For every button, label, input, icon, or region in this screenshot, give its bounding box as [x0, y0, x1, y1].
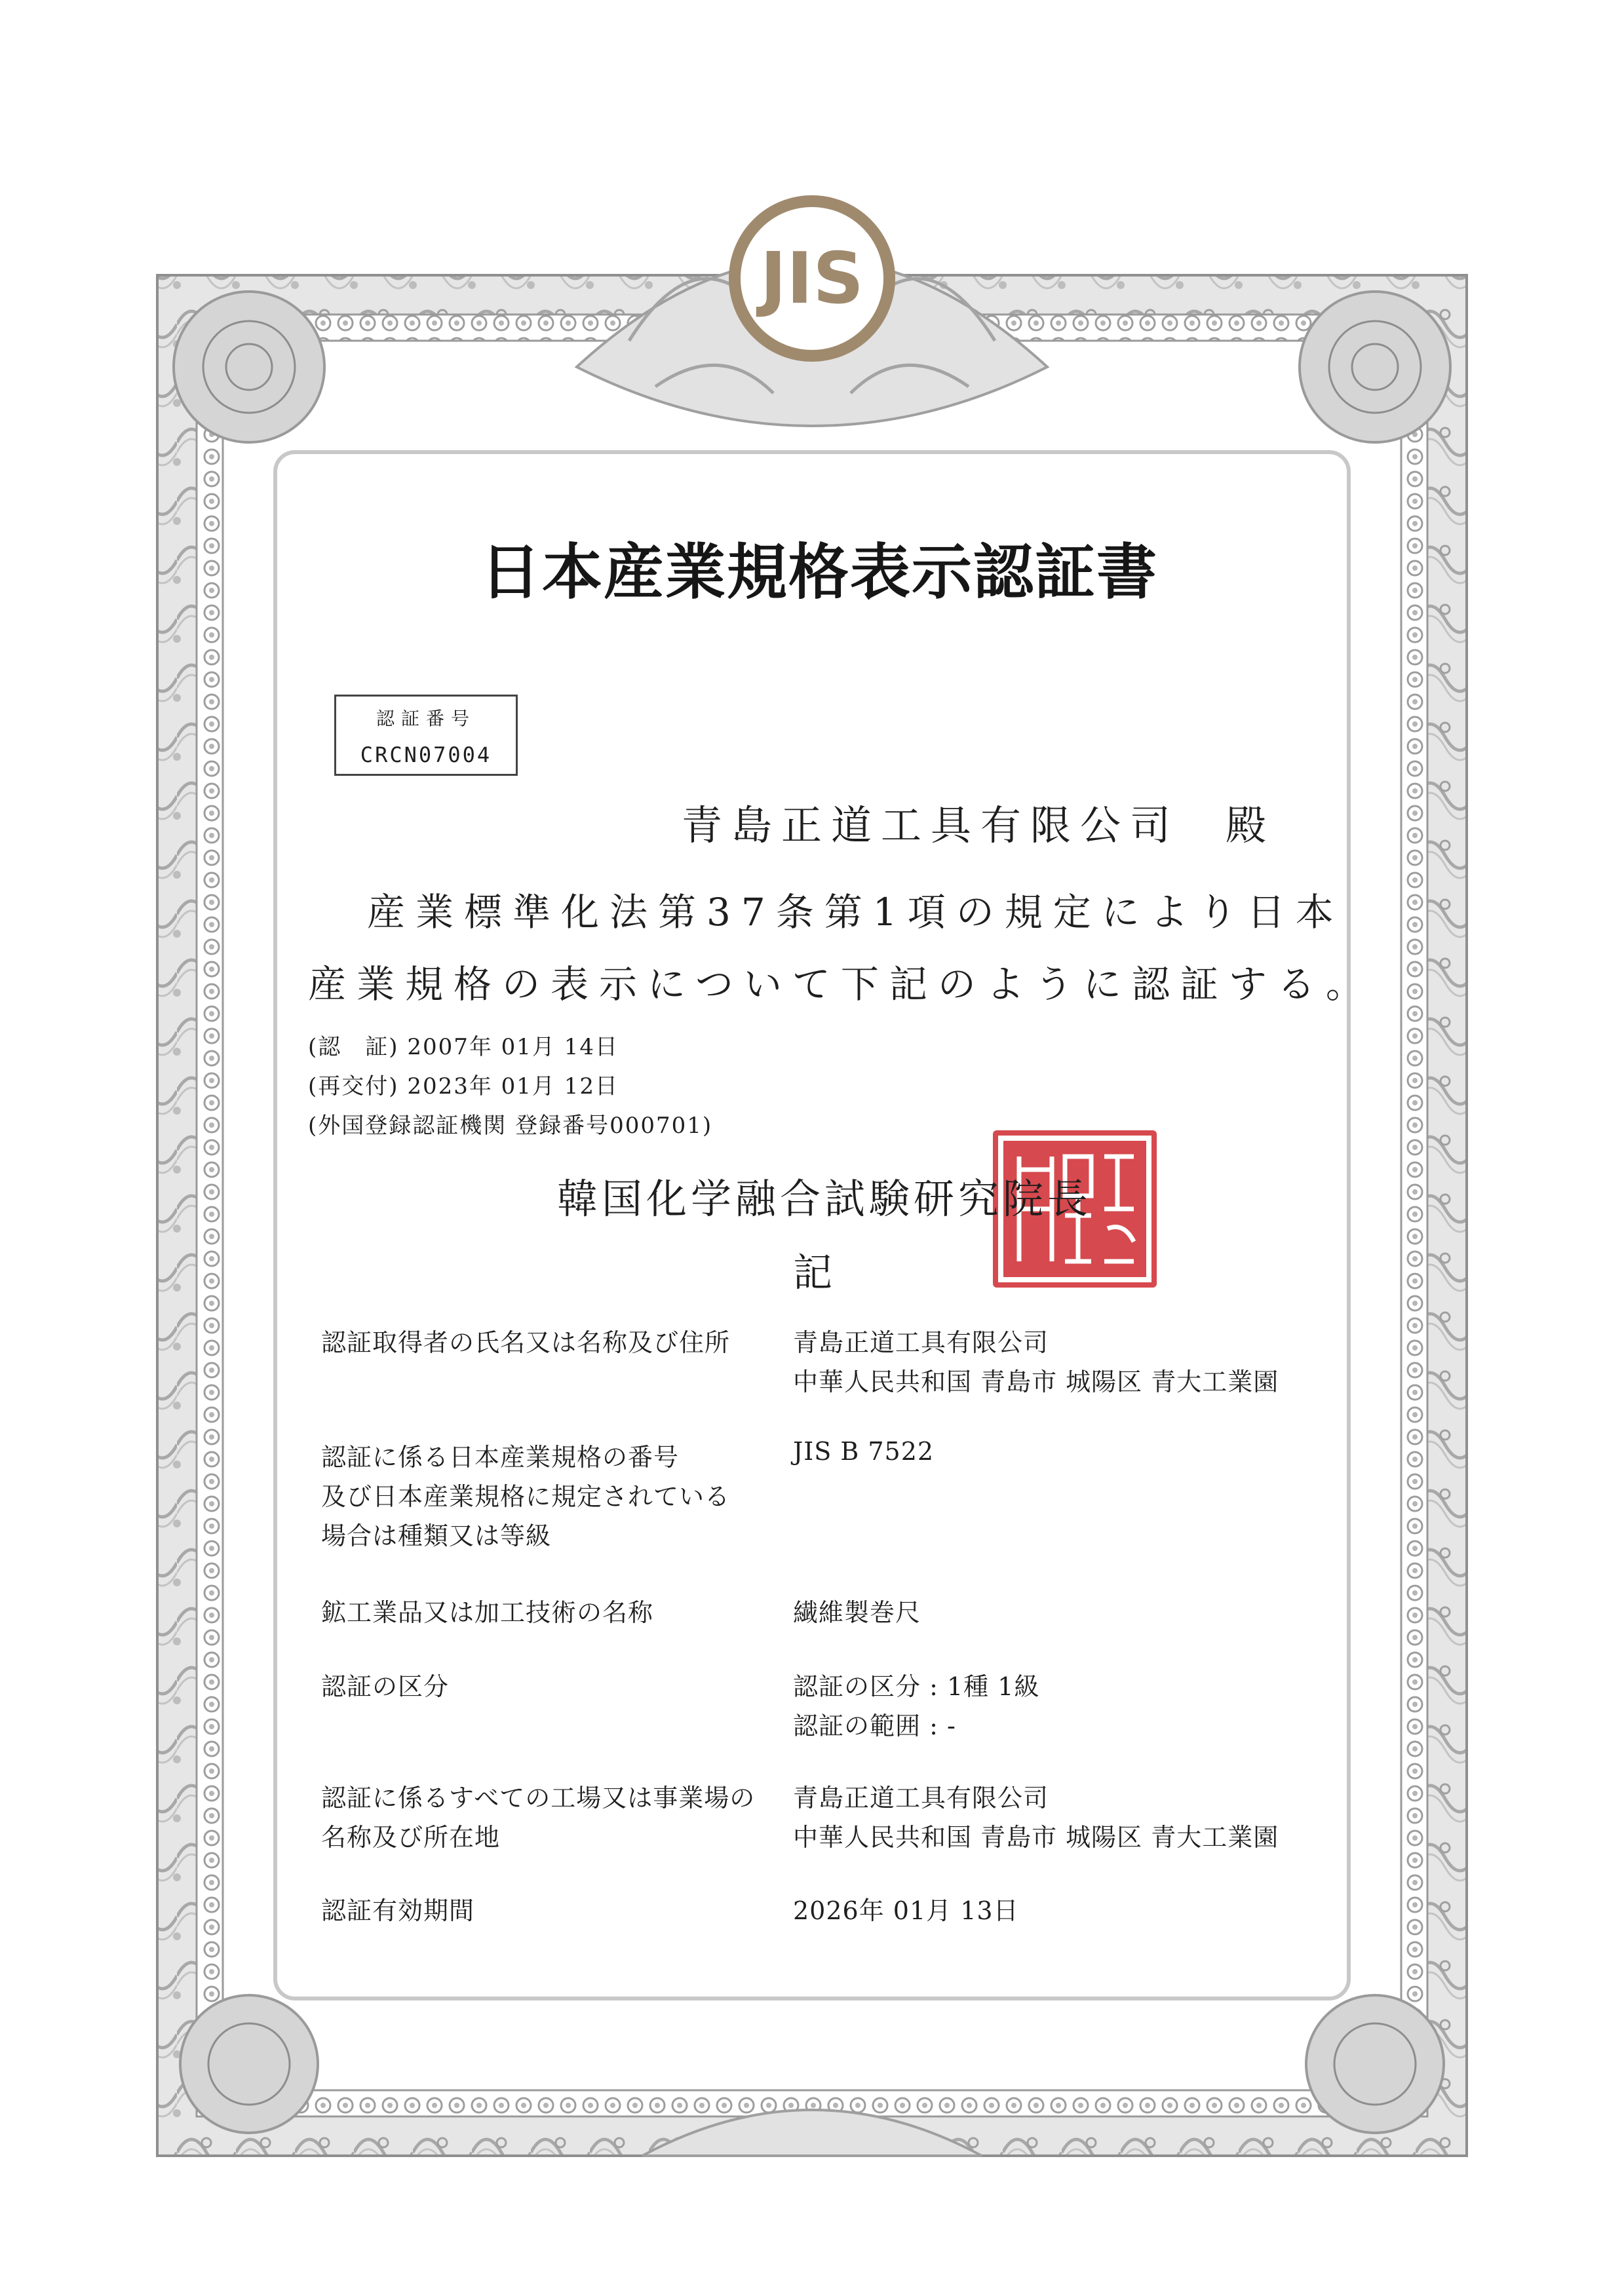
cert-number-value: CRCN07004	[360, 742, 492, 767]
row-product-value: 繊維製巻尺	[793, 1598, 921, 1627]
row-holder-label: 認証取得者の氏名又は名称及び住所	[321, 1328, 731, 1357]
certified-date: (認 証) 2007年 01月 14日	[308, 1034, 619, 1060]
ki-heading: 記	[793, 1250, 832, 1296]
row-validity-value: 2026年 01月 13日	[793, 1896, 1019, 1925]
cert-number-label: 認証番号	[376, 708, 476, 729]
row-factory-value-1: 青島正道工具有限公司	[793, 1784, 1049, 1812]
cert-number-box	[334, 695, 518, 776]
row-factory-label-1: 認証に係るすべての工場又は事業場の	[321, 1784, 756, 1812]
row-product-label: 鉱工業品又は加工技術の名称	[321, 1598, 654, 1627]
recipient	[682, 793, 1275, 851]
registry-number: (外国登録認証機関 登録番号000701)	[308, 1113, 713, 1139]
jis-emblem-icon	[724, 190, 900, 367]
row-standard-label-1: 認証に係る日本産業規格の番号	[321, 1443, 680, 1472]
recipient-name: 青島正道工具有限公司	[682, 801, 1180, 849]
row-factory-label-2: 名称及び所在地	[321, 1823, 501, 1852]
row-standard-label-2: 及び日本産業規格に規定されている	[321, 1482, 731, 1511]
row-standard-value: JIS B 7522	[793, 1437, 935, 1466]
statement-line-1: 産業標準化法第37条第1項の規定により日本	[367, 890, 1344, 934]
row-category-value-1: 認証の区分 : 1種 1級	[793, 1672, 1040, 1701]
jis-emblem-text: JIS	[760, 238, 864, 320]
issuer-name: 韓国化学融合試験研究院長	[557, 1175, 1092, 1223]
page-title: 日本産業規格表示認証書	[480, 537, 1158, 607]
row-factory-value-2: 中華人民共和国 青島市 城陽区 青大工業園	[793, 1823, 1279, 1852]
row-standard-label-3: 場合は種類又は等級	[321, 1521, 552, 1550]
recipient-honorific: 殿	[1226, 801, 1276, 849]
row-category-value-2: 認証の範囲 : -	[793, 1712, 956, 1740]
row-category-label: 認証の区分	[321, 1672, 450, 1701]
row-holder-value-1: 青島正道工具有限公司	[793, 1328, 1049, 1357]
row-validity-label: 認証有効期間	[321, 1896, 475, 1925]
statement-line-2: 産業規格の表示について下記のように認証する。	[308, 962, 1374, 1006]
row-holder-value-2: 中華人民共和国 青島市 城陽区 青大工業園	[793, 1368, 1279, 1396]
reissued-date: (再交付) 2023年 01月 12日	[308, 1073, 619, 1100]
